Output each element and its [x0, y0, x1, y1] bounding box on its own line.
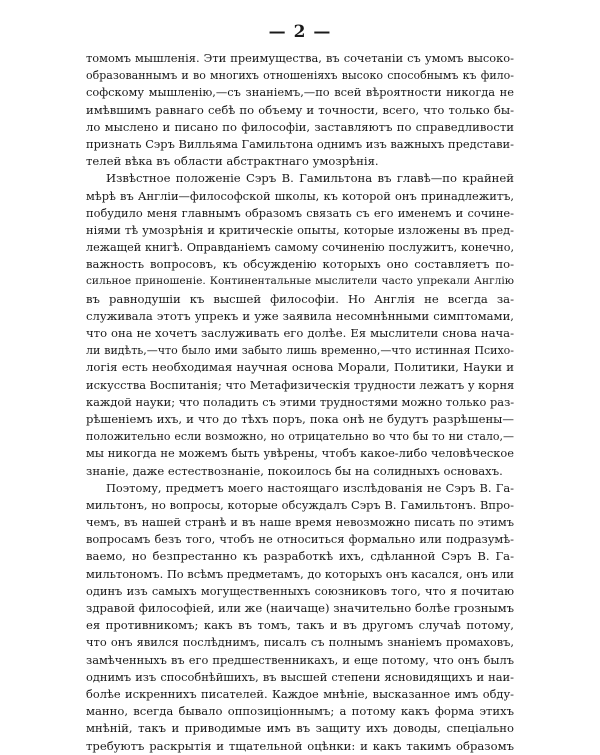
- text-line: мнѣній, такъ и приводимые имъ въ защиту ихъ доводы, спеціально: [86, 721, 514, 736]
- text-line: здравой философіей, или же (наичаще) значительно болѣе грознымъ: [86, 601, 514, 615]
- text-line: имѣвшимъ равнаго себѣ по объему и точности, всего, что только бы-: [86, 102, 514, 117]
- text-line: сильное приношеніе. Континентальные мыслители часто упрекали Англію: [86, 275, 514, 288]
- text-line: признать Сэръ Вилльяма Гамильтона однимъ изъ важныхъ представи-: [86, 136, 514, 151]
- text-line: лежащей книгѣ. Оправданіемъ самому сочиненію послужитъ, конечно,: [86, 241, 514, 255]
- text-line: Поэтому, предметъ моего настоящаго изслѣдованія не Сэръ В. Га-: [106, 480, 514, 495]
- text-line: Извѣстное положеніе Сэръ В. Гамильтона въ главѣ—по крайней: [106, 171, 514, 186]
- text-line: замѣченныхъ въ его предшественникахъ, и еще потому, что онъ былъ: [86, 652, 514, 667]
- text-line: ли видѣть,—что было ими забыто лишь временно,—что истинная Психо-: [86, 344, 514, 358]
- paragraph: [86, 170, 514, 479]
- text-line: вопросамъ безъ того, чтобъ не относиться формально или подразумѣ-: [86, 532, 514, 547]
- paragraph: [86, 50, 514, 170]
- paragraph: [86, 480, 514, 755]
- text-line: въ равнодушіи къ высшей философіи. Но Англія не всегда за-: [86, 291, 514, 306]
- text-line: служивала этотъ упрекъ и уже заявила несомнѣнными симптомами,: [86, 308, 514, 323]
- text-line: требуютъ раскрытія и тщательной оцѣнки: и какъ такимъ образомъ: [86, 738, 514, 753]
- text-line: одинъ изъ самыхъ могущественныхъ союзниковъ того, что я почитаю: [86, 583, 514, 598]
- text-line: телей вѣка въ области абстрактнаго умозрѣнія.: [86, 154, 379, 169]
- text-line: ніями тѣ умозрѣнія и критическіе опыты, которые изложены въ пред-: [86, 222, 514, 237]
- text-line: образованнымъ и во многихъ отношеніяхъ высоко способнымъ къ фило-: [86, 69, 514, 83]
- text-line: мильтономъ. По всѣмъ предметамъ, до которыхъ онъ касался, онъ или: [86, 566, 514, 581]
- text-line: однимъ изъ способнѣйшихъ, въ высшей степени ясновидящихъ и наи-: [86, 669, 514, 684]
- text-line: логія есть необходимая научная основа Морали, Политики, Науки и: [86, 360, 514, 375]
- text-line: мѣрѣ въ Англіи—философской школы, къ которой онъ принадлежитъ,: [86, 188, 514, 203]
- text-line: знаніе, даже естествознаніе, покоилось бы на солидныхъ основахъ.: [86, 463, 503, 478]
- text-line: положительно если возможно, но отрицательно во что бы то ни стало,—: [86, 430, 514, 444]
- text-line: ея противникомъ; какъ въ томъ, такъ и въ другомъ случаѣ потому,: [86, 618, 514, 633]
- body-text: [86, 50, 514, 755]
- text-line: манно, всегда бывало оппозиціоннымъ; а потому какъ форма этихъ: [86, 704, 514, 719]
- text-line: искусства Воспитанія; что Метафизическія трудности лежатъ у корня: [86, 377, 514, 392]
- text-line: ло мыслено и писано по философіи, заставляютъ по справедливости: [86, 119, 514, 134]
- page-number: — 2 —: [268, 22, 332, 42]
- text-line: чемъ, въ нашей странѣ и въ наше время невозможно писать по этимъ: [86, 515, 514, 530]
- text-line: мы никогда не можемъ быть увѣрены, чтобъ какое-либо человѣческое: [86, 446, 514, 461]
- text-line: болѣе искреннихъ писателей. Каждое мнѣніе, высказанное имъ обду-: [86, 686, 514, 701]
- text-line: каждой науки; что поладить съ этими трудностями можно только раз-: [86, 394, 514, 409]
- text-line: мильтонъ, но вопросы, которые обсуждалъ Сэръ В. Гамильтонъ. Впро-: [86, 497, 514, 512]
- text-line: томомъ мышленія. Эти преимущества, въ сочетаніи съ умомъ высоко-: [86, 51, 514, 65]
- text-line: важность вопросовъ, къ обсужденію которыхъ оно составляетъ по-: [86, 257, 514, 272]
- text-line: побудило меня главнымъ образомъ связать съ его именемъ и сочине-: [86, 205, 514, 220]
- text-line: рѣшеніемъ ихъ, и что до тѣхъ поръ, пока онѣ не будутъ разрѣшены—: [86, 411, 514, 426]
- text-line: что она не хочетъ заслуживать его долѣе. Ея мыслители снова нача-: [86, 326, 514, 340]
- text-line: софскому мышленію,—съ знаніемъ,—по всей вѣроятности никогда не: [86, 85, 514, 100]
- text-line: что онъ явился послѣднимъ, писалъ съ полнымъ знаніемъ промаховъ,: [86, 635, 514, 650]
- text-line: ваемо, но безпрестанно къ разработкѣ ихъ, сдѣланной Сэръ В. Га-: [86, 549, 514, 564]
